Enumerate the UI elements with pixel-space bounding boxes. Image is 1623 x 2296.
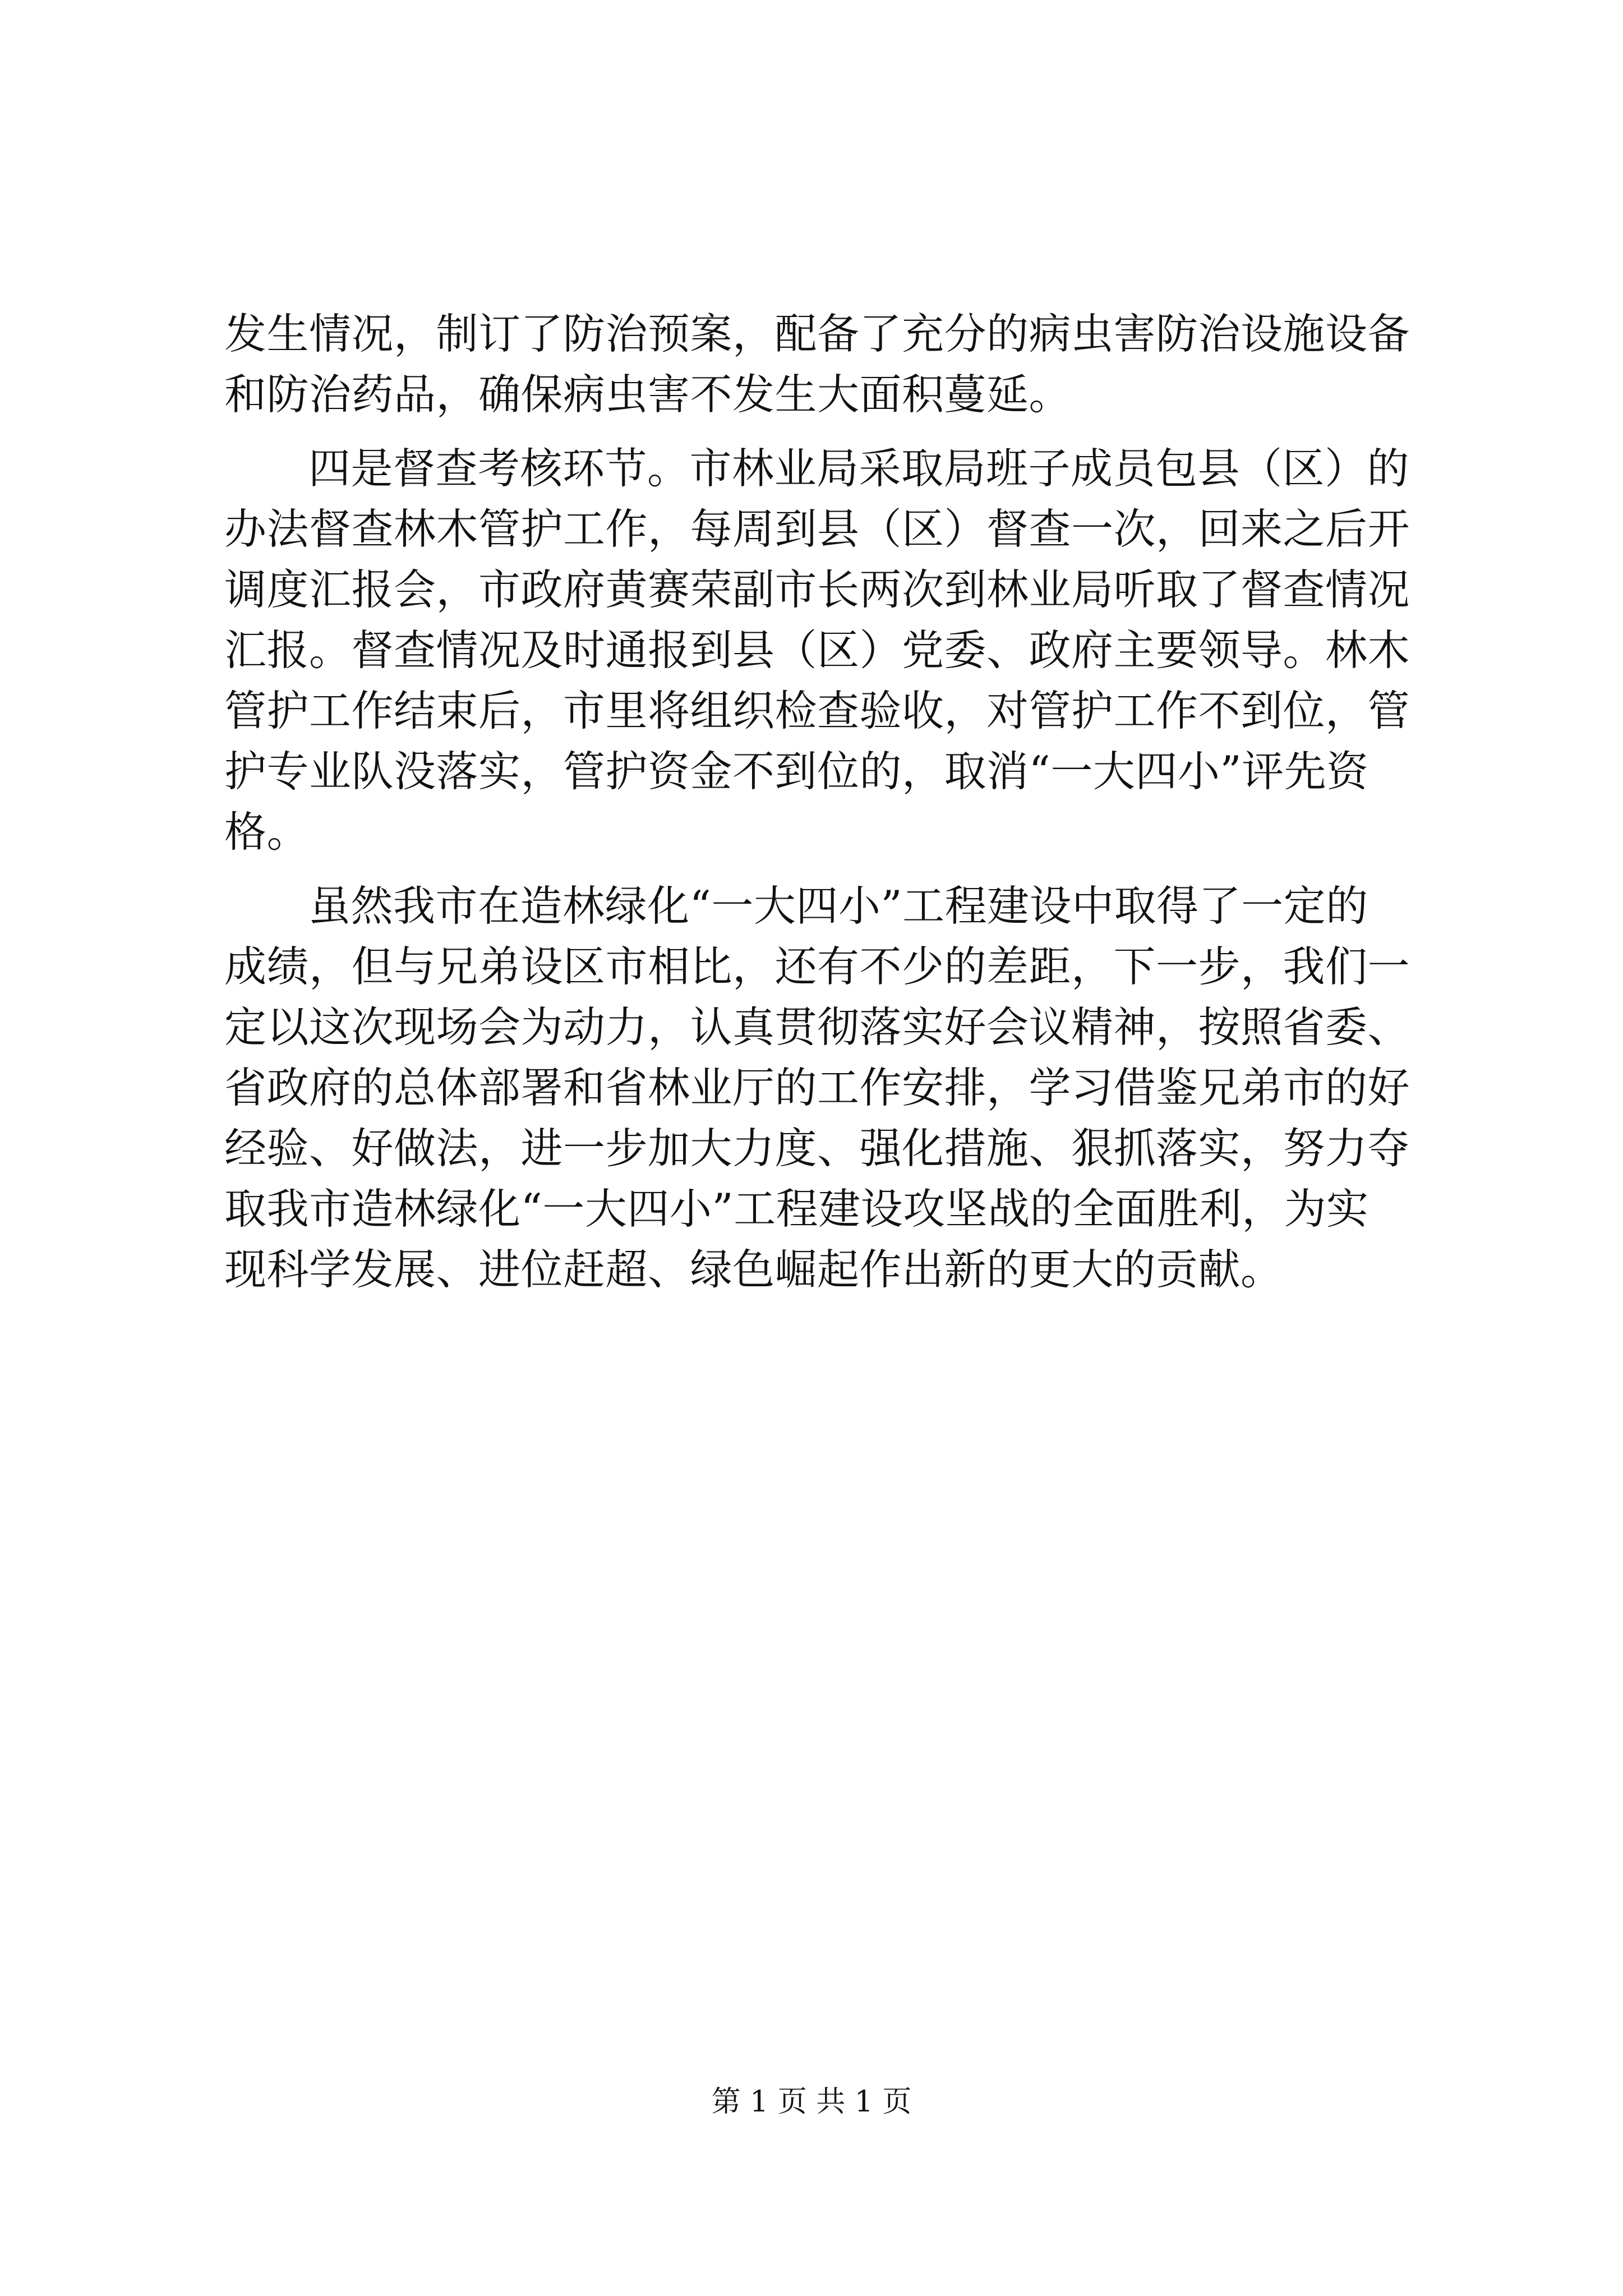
text-line: 格。 — [224, 807, 310, 857]
text-line: 省政府的总体部署和省林业厅的工作安排，学习借鉴兄弟市的好 — [224, 1063, 1410, 1112]
text-line: 经验、好做法，进一步加大力度、强化措施、狠抓落实，努力夺 — [224, 1124, 1410, 1173]
paragraph-first-line: 虽然我市在造林绿化“一大四小”工程建设中取得了一定的 — [308, 881, 1368, 931]
text-line: 现科学发展、进位赶超、绿色崛起作出新的更大的贡献。 — [224, 1245, 1283, 1294]
text-line: 调度汇报会，市政府黄赛荣副市长两次到林业局听取了督查情况 — [224, 565, 1410, 614]
text-line: 办法督查林木管护工作，每周到县（区）督查一次，回来之后开 — [224, 504, 1410, 554]
text-line: 发生情况，制订了防治预案，配备了充分的病虫害防治设施设备 — [224, 309, 1410, 358]
text-line: 护专业队没落实，管护资金不到位的，取消“一大四小”评先资 — [224, 747, 1369, 796]
paragraph-first-line: 四是督查考核环节。市林业局采取局班子成员包县（区）的 — [308, 444, 1410, 493]
text-line: 取我市造林绿化“一大四小”工程建设攻坚战的全面胜利，为实 — [224, 1184, 1369, 1234]
text-line: 定以这次现场会为动力，认真贯彻落实好会议精神，按照省委、 — [224, 1002, 1410, 1052]
text-line: 和防治药品，确保病虫害不发生大面积蔓延。 — [224, 370, 1072, 419]
page-number-footer: 第 1 页 共 1 页 — [711, 2085, 912, 2119]
text-line: 管护工作结束后，市里将组织检查验收，对管护工作不到位，管 — [224, 686, 1410, 735]
text-line: 成绩，但与兄弟设区市相比，还有不少的差距，下一步，我们一 — [224, 942, 1410, 991]
text-line: 汇报。督查情况及时通报到县（区）党委、政府主要领导。林木 — [224, 625, 1410, 675]
